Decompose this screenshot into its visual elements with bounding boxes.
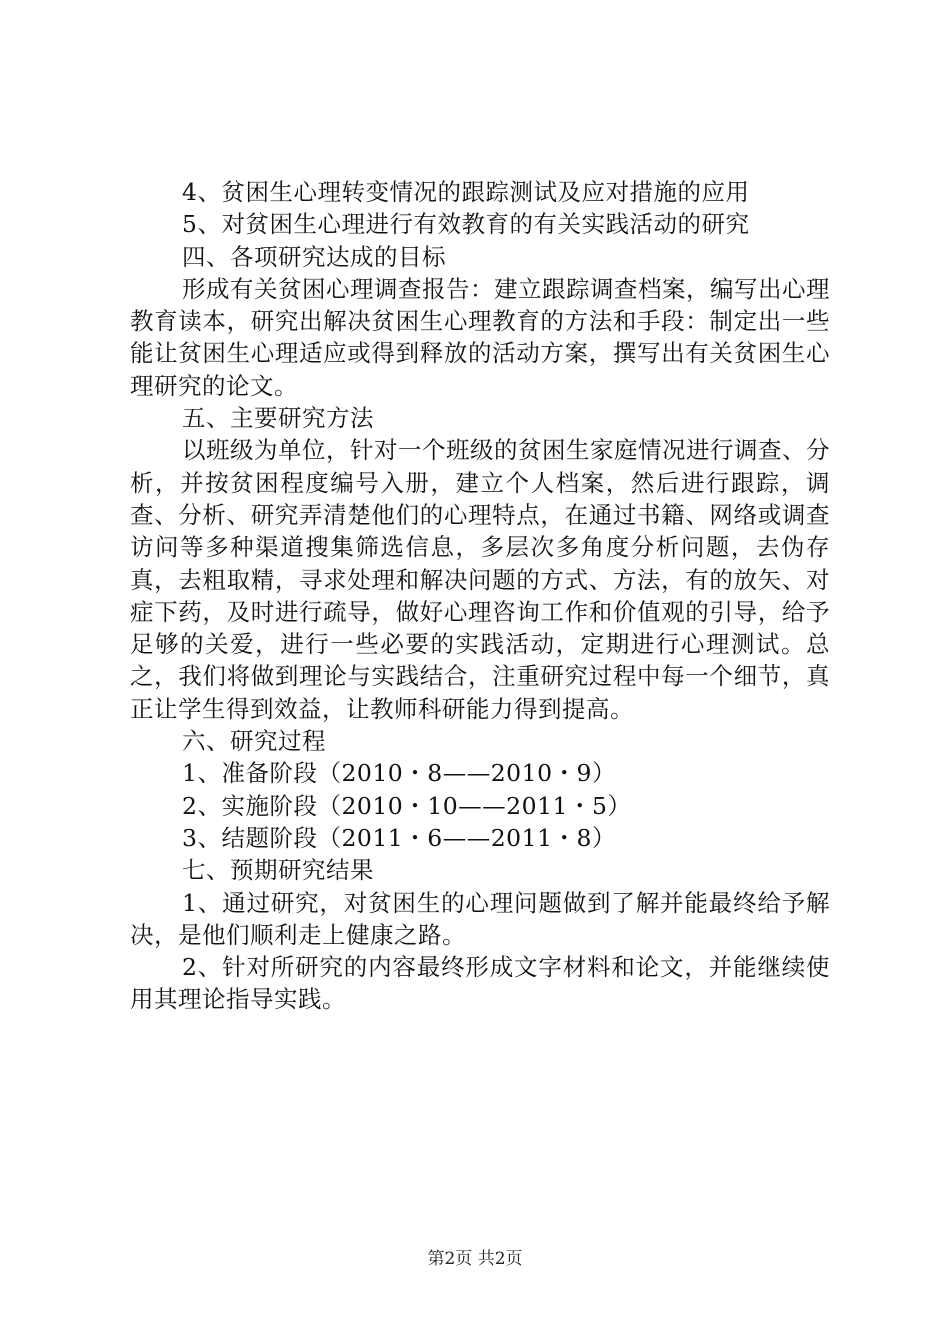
page-footer: 第2页 共2页	[427, 1249, 523, 1269]
section-heading: 六、研究过程	[182, 727, 326, 756]
section-heading: 五、主要研究方法	[182, 404, 374, 433]
list-item: 5、对贫困生心理进行有效教育的有关实践活动的研究	[182, 210, 750, 239]
paragraph: 1、通过研究，对贫困生的心理问题做到了解并能最终给予解决，是他们顺利走上健康之路。	[130, 888, 830, 949]
section-heading: 七、预期研究结果	[182, 856, 374, 885]
section-heading: 四、各项研究达成的目标	[182, 242, 446, 271]
list-item: 2、实施阶段（2010・10——2011・5）	[182, 791, 632, 820]
document-body	[130, 176, 830, 1016]
list-item: 4、贫困生心理转变情况的跟踪测试及应对措施的应用	[182, 178, 750, 206]
list-item: 1、准备阶段（2010・8——2010・9）	[182, 759, 616, 788]
paragraph: 2、针对所研究的内容最终形成文字材料和论文，并能继续使用其理论指导实践。	[130, 953, 830, 1014]
list-item: 3、结题阶段（2011・6——2011・8）	[182, 823, 616, 852]
paragraph: 形成有关贫困心理调查报告：建立跟踪调查档案，编写出心理教育读本，研究出解决贫困生心理教育的方法和手段：制定出一些能让贫困生心理适应或得到释放的活动方案，撰写出有关贫困生心理研究的论文。	[130, 274, 830, 400]
paragraph: 以班级为单位，针对一个班级的贫困生家庭情况进行调查、分析，并按贫困程度编号入册，建立个人档案，然后进行跟踪，调查、分析、研究弄清楚他们的心理特点，在通过书籍、网络或调查访问等多种渠道搜集筛选信息，多层次多角度分析问题，去伪存真，去粗取精，寻求处理和解决问题的方式、方法，有的放矢、对症下药，及时进行疏导，做好心理咨询工作和价值观的引导，给予足够的关爱，进行一些必要的实践活动，定期进行心理测试。总之，我们将做到理论与实践结合，注重研究过程中每一个细节，真正让学生得到效益，让教师科研能力得到提高。	[130, 436, 830, 723]
